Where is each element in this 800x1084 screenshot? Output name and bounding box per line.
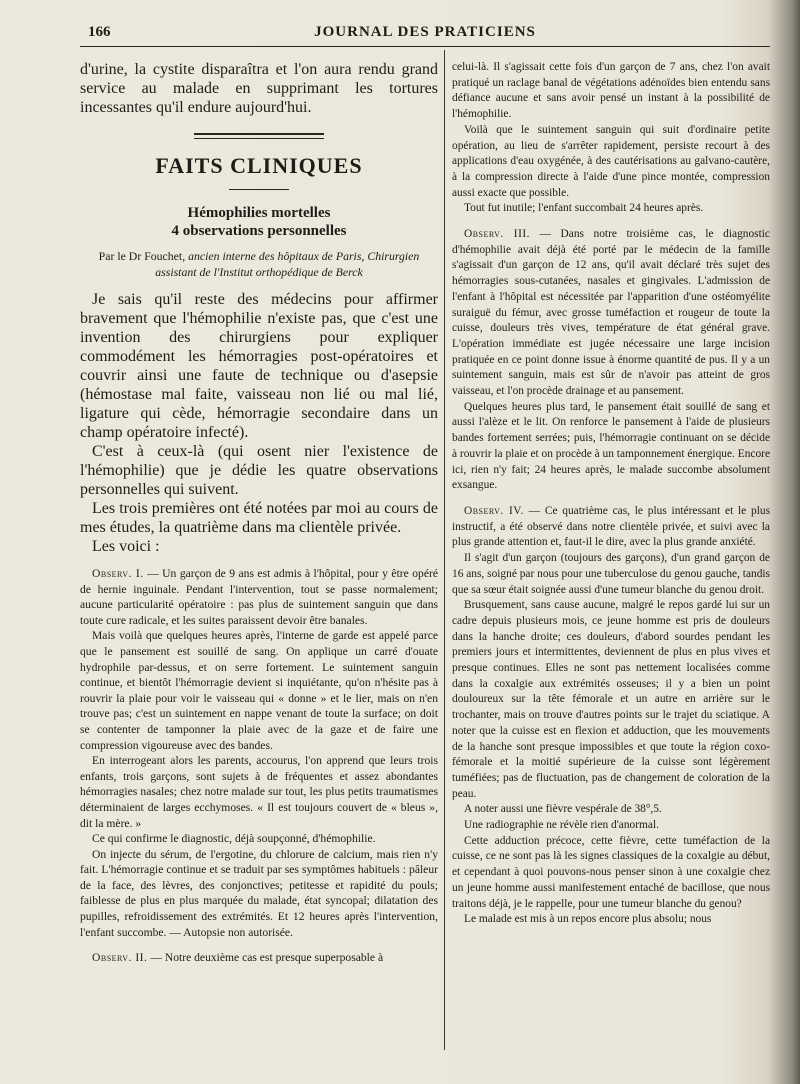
observation-text: — Dans notre troisième cas, le diagnostic d'hémophilie avait déjà été porté par le médecin de la famille s'agissait d'un garçon de 12 ans, qu'il avait déclaré très sujet des hémorragies sous-cutanées, nasales et gingivales. L'admission de l'enfant à l'hôpital est nécessitée par l'apparition d'une ostéomyélite suraiguë du fémur, avec grosse tuméfaction et rougeur de toute la cuisse, douleurs très vives, température de état général grave. L'opération immédiate est jugée nécessaire une large incision pratiquée en ce point donne issue à énorme quantité de pus. Il y a un suintement sanguin, mais est sûr de n'avoir pas atteint de gros vaisseau, et l'on procède drainage et au pansement. [452, 228, 770, 398]
paragraph: Je sais qu'il reste des médecins pour affirmer bravement que l'hémophilie n'existe pas, que c'est une invention des chirurgiens pour expliquer commodément les hémorragies post-opératoires et couvrir ainsi une faute de technique ou d'asepsie (hémostase mal faite, vaisseau non lié ou mal lié, ligature qui cède, hémorragie secondaire dans un champ opératoire infecté). [80, 291, 438, 441]
observation-label: Observ. III. [464, 228, 531, 241]
paragraph: Le malade est mis à un repos encore plus absolu; nous [464, 913, 712, 926]
observation-label: Observ. I. [92, 567, 144, 580]
paragraph: Ce qui confirme le diagnostic, déjà soupçonné, d'hémophilie. [92, 832, 376, 846]
observation-1 [80, 566, 438, 628]
left-column [80, 60, 438, 966]
page-number: 166 [88, 24, 111, 40]
article-title-line1: Hémophilies mortelles [187, 205, 331, 221]
byline-affiliation: ancien interne des hôpitaux de Paris, Chirurgien assistant de l'Institut orthopédique de Berck [155, 249, 420, 279]
running-title: JOURNAL DES PRATICIENS [314, 24, 536, 40]
paragraph: C'est à ceux-là (qui osent nier l'existence de l'hémophilie) que je dédie les quatre observations personnelles qui suivent. [80, 443, 438, 498]
column-divider [444, 50, 445, 1050]
section-title: FAITS CLINIQUES [155, 153, 363, 178]
paragraph: En interrogeant alors les parents, accourus, l'on apprend que leurs trois enfants, trois garçons, sont sujets à de fréquentes et assez abondantes hémorragies nasales; chez notre malade sur tout, les plus petits traumatismes déterminaient de larges ecchymoses. « Il est toujours couvert de « bleus », dit la mère. » [80, 754, 438, 830]
observation-label: Observ. II. [92, 951, 148, 965]
paragraph: Une radiographie ne révèle rien d'anormal. [464, 819, 659, 832]
observation-2 [80, 950, 438, 966]
article-title-line2: 4 observations personnelles [171, 223, 347, 239]
byline-author: Par le Dr Fouchet, [98, 249, 186, 263]
observation-text: — Un garçon de 9 ans est admis à l'hôpital, pour y être opéré de hernie inguinale. Pendant l'intervention, tout se passe normalement; aucune particularité opératoire : pas plus de suintement sanguin que dans toute cure radicale, et les suites paraissent devoir être banales. [80, 567, 439, 627]
paragraph: Cette adduction précoce, cette fièvre, cette tuméfaction de la cuisse, ce ne sont pas là les signes classiques de la coxalgie au début, et cependant à quoi pouvons-nous penser sinon à une coxalgie chez un jeune homme aussi manifestement entaché de bacillose, que nous traitons déjà, je le rappelle, pour une tumeur blanche du genou? [452, 834, 770, 910]
article-title [80, 204, 438, 240]
paragraph: Tout fut inutile; l'enfant succombait 24 heures après. [464, 202, 704, 215]
paragraph: On injecte du sérum, de l'ergotine, du chlorure de calcium, mais rien n'y fait. L'hémorragie continue et se traduit par ses symptômes habituels : pâleur de la face, des lèvres, des conjonctives; petitesse et rapidité du pouls; faiblesse de plus en plus marquée du malade, état syncopal; dilatation des pupilles, refroidissement des extrémités. Et 12 heures après l'intervention, l'enfant succombe. — Autopsie non autorisée. [80, 847, 438, 939]
paragraph: Brusquement, sans cause aucune, malgré le repos gardé lui sur un cadre depuis plusieurs mois, ce jeune homme est pris de douleurs dans la hanche droite; ces douleurs, d'abord sourdes pendant les premiers jours et intermittentes, deviennent de plus en plus vives et presque continues. Elles ne sont pas nettement localisées comme dans la coxalgie aux extrémités osseuses; il y a bien un point douloureux sur la tête fémorale et un autre en arrière sur le trochanter, mais on trouve d'autres points sur le trajet du sciatique. A noter que la cuisse est en flexion et adduction, que les mouvements de la hanche sont presque impossibles et que toute la région coxo-fémorale et la moitié supérieure de la cuisse sont légèrement tuméfiées; pas de fluctuation, pas de changement de coloration de la peau. [452, 599, 770, 800]
observation-text: — Ce quatrième cas, le plus intéressant et le plus instructif, a été observé dans notre clientèle privée, et suivi avec la plus grande attention et, faut-il le dire, avec la plus grande anxiété. [452, 504, 770, 549]
paragraph: Il s'agit d'un garçon (toujours des garçons), d'un grand garçon de 16 ans, soigné par nous pour une tuberculose du genou gauche, tandis que sa sœur était soignée aussi d'une tumeur blanche du genou droit. [452, 552, 770, 596]
paragraph: Mais voilà que quelques heures après, l'interne de garde est appelé parce que le pansement est souillé de sang. On applique un carré d'ouate hydrophile par-dessus, et on serre fortement. Le suintement sanguin continue, et bientôt l'hémorragie devient si inquiétante, qu'on n'hésite pas à rouvrir la plaie pour voir le vaisseau qui « donne » et le lier, mais on n'en trouve pas; c'est un suintement en nappe venant de toute la surface; on doit se contenter de tamponner la plaie avec de la gaze et de faire une compression vigoureuse avec des bandes. [80, 629, 438, 752]
title-rule [229, 189, 289, 190]
byline [80, 248, 438, 280]
intro-paragraph: d'urine, la cystite disparaîtra et l'on aura rendu grand service au malade en supprimant les tortures incessantes qu'il endure aujourd'hui. [80, 61, 438, 116]
section-separator [194, 133, 324, 139]
paragraph: Les voici : [92, 538, 160, 555]
paragraph: A noter aussi une fièvre vespérale de 38°,5. [464, 803, 662, 816]
right-column [452, 60, 770, 928]
observation-3 [452, 227, 770, 400]
observation-text: — Notre deuxième cas est presque superposable à [147, 951, 384, 965]
paragraph: Quelques heures plus tard, le pansement était souillé de sang et aussi l'alèze et le lit. On renforce le pansement à l'aide de plusieurs bandes fortement serrées; puis, l'hémorragie continuant on se décide à rouvrir la plaie et on procède à un tamponnement énergique. Encore ici, rien n'y fait; 24 heures après, le malade succombe absolument exsangue. [452, 400, 770, 492]
observation-4 [452, 504, 770, 551]
observation-label: Observ. IV. [464, 504, 524, 517]
page-header [80, 22, 770, 47]
paragraph: Les trois premières ont été notées par moi au cours de mes études, la quatrième dans ma clientèle privée. [80, 500, 438, 536]
paragraph: Voilà que le suintement sanguin qui suit d'ordinaire petite opération, au lieu de s'arrêter rapidement, persiste recourt à des applications d'eau oxygénée, à des cautérisations au galvano-cautère, à la compression directe à l'aide d'une pince montée, compression aussi exacte que possible. [452, 123, 770, 199]
paragraph: celui-là. Il s'agissait cette fois d'un garçon de 7 ans, chez l'on avait pratiqué un raclage banal de végétations adénoïdes bien entendu sans défiance aucune et sans avoir pensé un instant à la possibilité de l'hémophilie. [452, 61, 770, 121]
